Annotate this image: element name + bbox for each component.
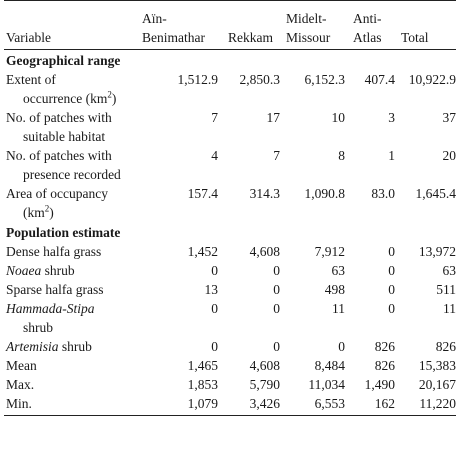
cell-value: 1,512.9 xyxy=(177,72,218,87)
cell-value: 162 xyxy=(353,394,401,416)
cell-value: 8,484 xyxy=(314,358,345,373)
row-label: No. of patches with suitable habitat xyxy=(6,110,112,144)
cell-value: 20 xyxy=(442,148,456,163)
row-label: Dense halfa grass xyxy=(6,244,102,259)
cell-value: 3,426 xyxy=(228,394,286,416)
data-table xyxy=(4,0,456,416)
header-variable: Variable xyxy=(4,1,142,50)
cell-value: 4,608 xyxy=(249,358,280,373)
header-ain-benimathar: Aïn- Benimathar xyxy=(142,1,228,50)
header-total: Total xyxy=(401,1,456,50)
cell-value: 0 xyxy=(388,244,395,259)
cell-value: 4 xyxy=(211,148,218,163)
table-row xyxy=(4,394,456,416)
table-row xyxy=(4,146,456,184)
cell-value: 1,452 xyxy=(187,244,218,259)
cell-value: 1,645.4 xyxy=(415,186,456,201)
cell-value: 3 xyxy=(388,110,395,125)
cell-value: 0 xyxy=(273,339,280,354)
section-title: Population estimate xyxy=(6,225,121,240)
row-label: Mean xyxy=(6,358,37,373)
cell-value: 7,912 xyxy=(314,244,345,259)
table-row xyxy=(4,261,456,280)
row-label: No. of patches with presence recorded xyxy=(6,148,121,182)
row-label: Noaea shrub xyxy=(6,263,75,278)
cell-value: 0 xyxy=(273,282,280,297)
cell-value: 10 xyxy=(331,110,345,125)
cell-value: 0 xyxy=(338,339,345,354)
cell-value: 11,034 xyxy=(308,377,345,392)
table-row xyxy=(4,242,456,261)
cell-value: 0 xyxy=(273,301,280,316)
cell-value: 11,220 xyxy=(401,394,456,416)
header-midelt-missour: Midelt- Missour xyxy=(286,1,353,50)
cell-value: 63 xyxy=(331,263,345,278)
cell-value: 11 xyxy=(332,301,345,316)
table-row xyxy=(4,108,456,146)
cell-value: 157.4 xyxy=(187,186,218,201)
cell-value: 314.3 xyxy=(249,186,280,201)
section-geographical-range xyxy=(4,50,456,71)
table-row xyxy=(4,356,456,375)
cell-value: 15,383 xyxy=(418,358,456,373)
cell-value: 6,553 xyxy=(286,394,353,416)
header-row xyxy=(4,1,456,50)
cell-value: 0 xyxy=(388,282,395,297)
cell-value: 511 xyxy=(436,282,456,297)
cell-value: 407.4 xyxy=(364,72,395,87)
cell-value: 826 xyxy=(374,339,395,354)
cell-value: 1,465 xyxy=(187,358,218,373)
cell-value: 13 xyxy=(204,282,218,297)
cell-value: 17 xyxy=(266,110,280,125)
row-label: Area of occupancy $(km^2)$ xyxy=(6,186,108,220)
row-label: Sparse halfa grass xyxy=(6,282,104,297)
table-row xyxy=(4,70,456,108)
cell-value: 1,853 xyxy=(187,377,218,392)
row-label: Extent of occurrence $(km^2)$ xyxy=(6,72,117,106)
table-row xyxy=(4,280,456,299)
cell-value: 11 xyxy=(443,301,456,316)
table-row xyxy=(4,299,456,337)
cell-value: 37 xyxy=(442,110,456,125)
row-label: Min. xyxy=(4,394,142,416)
cell-value: 0 xyxy=(388,301,395,316)
cell-value: 4,608 xyxy=(249,244,280,259)
section-title: Geographical range xyxy=(6,53,121,68)
cell-value: 0 xyxy=(211,339,218,354)
cell-value: 10,922.9 xyxy=(408,72,456,87)
header-rekkam: Rekkam xyxy=(228,1,286,50)
header-anti-atlas: Anti- Atlas xyxy=(353,1,401,50)
cell-value: 1,490 xyxy=(364,377,395,392)
cell-value: 8 xyxy=(338,148,345,163)
cell-value: 5,790 xyxy=(249,377,280,392)
cell-value: 7 xyxy=(211,110,218,125)
cell-value: 20,167 xyxy=(418,377,456,392)
row-label: Max. xyxy=(6,377,35,392)
cell-value: 1 xyxy=(388,148,395,163)
cell-value: 13,972 xyxy=(418,244,456,259)
cell-value: 63 xyxy=(442,263,456,278)
cell-value: 0 xyxy=(211,301,218,316)
table-row xyxy=(4,337,456,356)
cell-value: 0 xyxy=(388,263,395,278)
cell-value: 826 xyxy=(374,358,395,373)
cell-value: 498 xyxy=(324,282,345,297)
row-label: Artemisia shrub xyxy=(6,339,92,354)
cell-value: 7 xyxy=(273,148,280,163)
cell-value: 1,090.8 xyxy=(304,186,345,201)
cell-value: 2,850.3 xyxy=(239,72,280,87)
table-row xyxy=(4,184,456,222)
table-row xyxy=(4,375,456,394)
row-label: Hammada-Stipa shrub xyxy=(6,301,95,335)
cell-value: 83.0 xyxy=(371,186,395,201)
cell-value: 1,079 xyxy=(142,394,228,416)
cell-value: 826 xyxy=(435,339,456,354)
cell-value: 0 xyxy=(273,263,280,278)
section-population-estimate xyxy=(4,222,456,242)
cell-value: 0 xyxy=(211,263,218,278)
cell-value: 6,152.3 xyxy=(304,72,345,87)
